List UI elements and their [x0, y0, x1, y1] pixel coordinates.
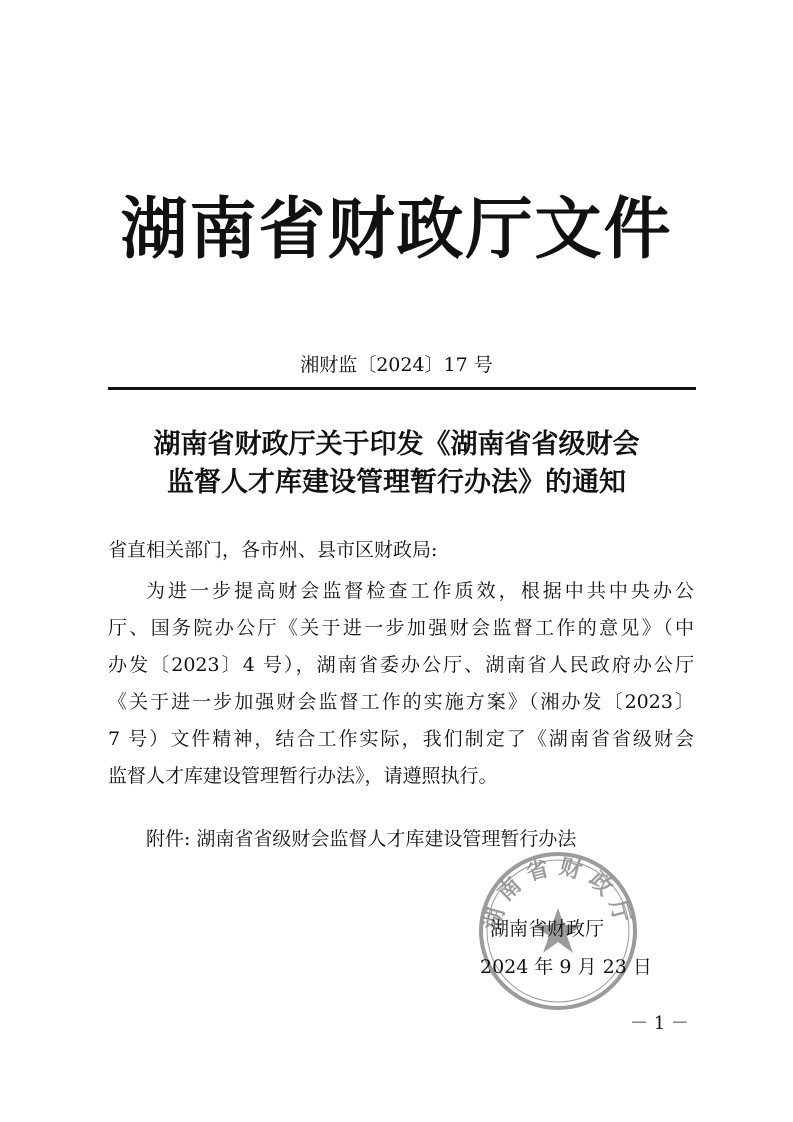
attachment-label: 附件: — [146, 828, 191, 850]
body-line: 为进一步提高财会监督检查工作质效，根据中共中央办公 — [146, 580, 694, 602]
notice-title-line-2: 监督人才库建设管理暂行办法》的通知 — [167, 467, 626, 498]
svg-text:湖南省财政厅: 湖南省财政厅 — [479, 854, 637, 934]
masthead-divider — [108, 387, 696, 390]
attachment-note — [146, 830, 576, 849]
notice-body — [108, 573, 694, 795]
document-masthead: 湖南省财政厅文件 — [120, 190, 673, 268]
page-number: － 1 － — [630, 1013, 689, 1034]
body-line: 7 号）文件精神，结合工作实际，我们制定了《湖南省省级财会 — [108, 728, 694, 750]
issue-date: 2024 年 9 月 23 日 — [480, 956, 652, 978]
issuer-name: 湖南省财政厅 — [490, 918, 605, 940]
document-number: 湘财监〔2024〕17 号 — [300, 354, 493, 376]
notice-title — [100, 426, 693, 502]
salutation: 省直相关部门，各市州、县市区财政局: — [108, 539, 438, 561]
body-line: 办发〔2023〕4 号），湖南省委办公厅、湖南省人民政府办公厅 — [108, 654, 694, 676]
attachment-title: 湖南省省级财会监督人才库建设管理暂行办法 — [196, 828, 577, 850]
notice-title-line-1: 湖南省财政厅关于印发《湖南省省级财会 — [153, 429, 640, 460]
body-line: 厅、国务院办公厅《关于进一步加强财会监督工作的意见》（中 — [108, 617, 694, 639]
body-line: 监督人才库建设管理暂行办法》，请遵照执行。 — [108, 765, 498, 787]
body-line: 《关于进一步加强财会监督工作的实施方案》（湘办发〔2023〕 — [108, 691, 694, 713]
